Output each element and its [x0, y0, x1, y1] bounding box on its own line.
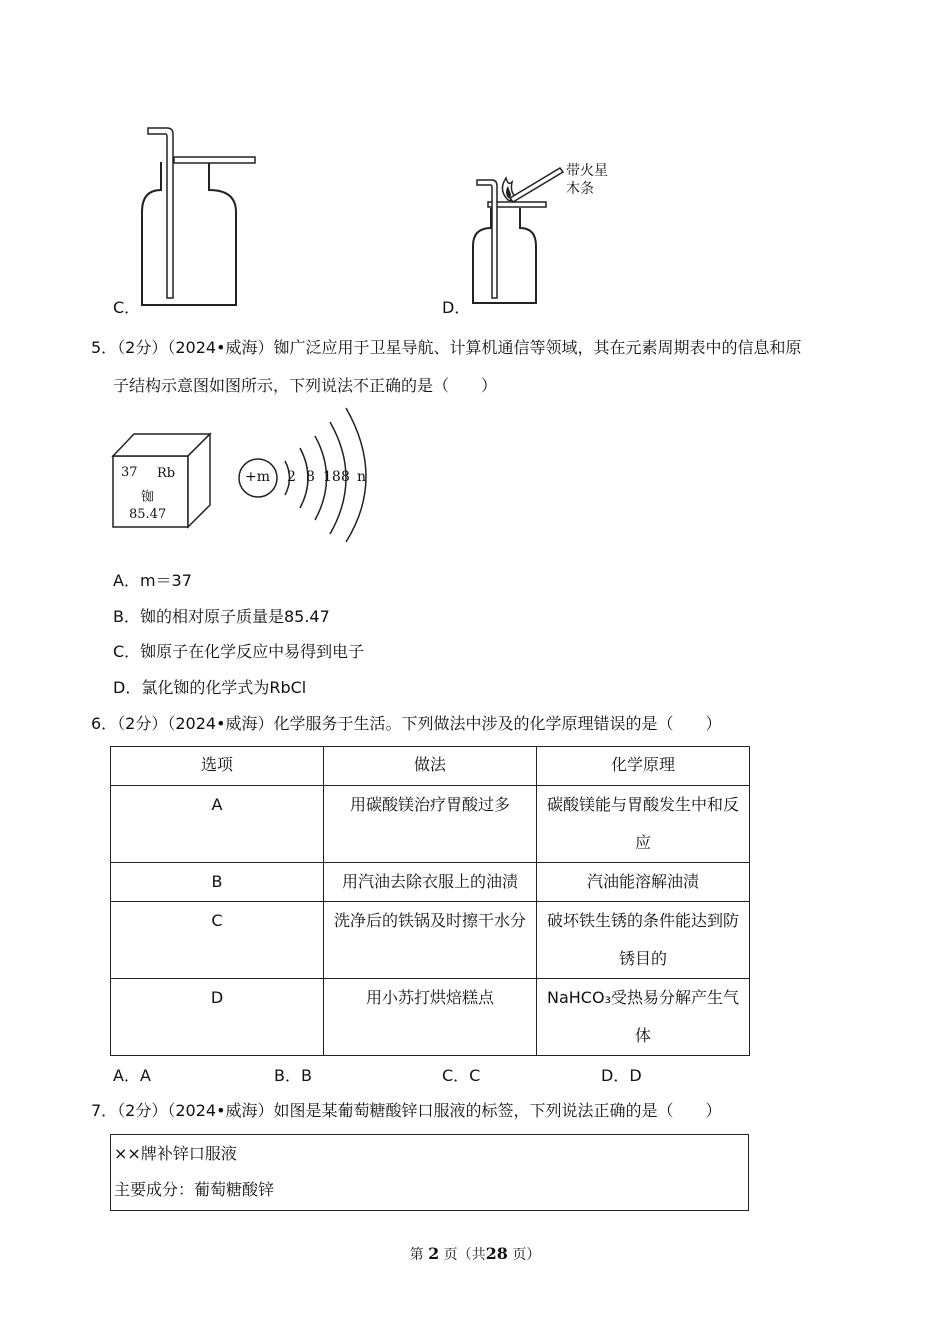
table-header-row — [111, 747, 750, 786]
header-option: 选项 — [111, 747, 324, 786]
row-option: B — [111, 863, 324, 902]
element-name: 铷 — [141, 490, 155, 505]
splint-caption-line2: 木条 — [566, 181, 594, 197]
footer-page-number: 2 — [428, 1244, 440, 1263]
row-principle — [537, 979, 750, 1056]
principle-line1: NaHCO₃受热易分解产生气 — [547, 988, 739, 1007]
q5-stem-line2: 子结构示意图如图所示，下列说法不正确的是（ ） — [113, 376, 498, 395]
nucleus-charge: +m — [245, 469, 271, 485]
splint-caption-line1: 带火星 — [566, 163, 608, 179]
option-c-label[interactable]: C． — [113, 298, 141, 317]
table-row — [111, 863, 750, 902]
element-atomic-mass: 85.47 — [129, 507, 167, 522]
row-method: 洗净后的铁锅及时擦干水分 — [324, 902, 537, 979]
element-symbol: Rb — [157, 466, 176, 481]
page-footer — [0, 1244, 950, 1264]
q6-table — [110, 746, 750, 1056]
row-option: A — [111, 786, 324, 863]
q6-answer-a[interactable]: A．A — [113, 1066, 151, 1085]
row-method: 用小苏打烘焙糕点 — [324, 979, 537, 1056]
q5-option-a[interactable]: A．m＝37 — [113, 571, 192, 590]
row-principle — [537, 902, 750, 979]
row-method: 用汽油去除衣服上的油渍 — [324, 863, 537, 902]
table-row — [111, 979, 750, 1056]
q5-stem-line1: 5．（2分）（2024•威海）铷广泛应用于卫星导航、计算机通信等领域，其在元素周期表中的信息和原 — [91, 338, 802, 357]
q5-option-b[interactable]: B．铷的相对原子质量是85.47 — [113, 607, 330, 626]
shell-5-electrons: n — [357, 469, 367, 485]
q6-answer-b[interactable]: B．B — [274, 1066, 312, 1085]
principle-line1: 碳酸镁能与胃酸发生中和反 — [546, 795, 739, 814]
footer-total-pages: 28 — [485, 1244, 508, 1263]
principle-line1: 破坏铁生锈的条件能达到防 — [546, 911, 739, 930]
option-c-gas-bottle-figure — [130, 120, 270, 310]
label-main-ingredient: 主要成分：葡萄糖酸锌 — [114, 1180, 275, 1199]
row-principle — [537, 863, 750, 902]
table-row — [111, 786, 750, 863]
q5-option-c[interactable]: C．铷原子在化学反应中易得到电子 — [113, 642, 365, 661]
q6-answer-d[interactable]: D．D — [601, 1066, 642, 1085]
option-d-label[interactable]: D． — [442, 298, 471, 317]
table-row — [111, 902, 750, 979]
principle-line1: 汽油能溶解油渍 — [586, 872, 699, 891]
header-method: 做法 — [324, 747, 537, 786]
element-atomic-number: 37 — [121, 465, 138, 480]
q7-stem: 7．（2分）（2024•威海）如图是某葡萄糖酸锌口服液的标签，下列说法正确的是（ ） — [91, 1101, 722, 1120]
option-d-gas-bottle-with-splint-figure — [468, 158, 648, 308]
q5-option-d[interactable]: D．氯化铷的化学式为RbCl — [113, 678, 307, 697]
header-principle: 化学原理 — [537, 747, 750, 786]
zinc-label-box — [110, 1134, 749, 1211]
footer-middle: 页（共 — [443, 1247, 486, 1263]
principle-line2: 锈目的 — [618, 949, 667, 968]
shell-4-electrons: 8 — [341, 469, 350, 485]
principle-line2: 应 — [634, 833, 651, 852]
shell-1-electrons: 2 — [287, 469, 296, 485]
footer-suffix: 页） — [512, 1247, 541, 1263]
row-option: C — [111, 902, 324, 979]
q6-answer-c[interactable]: C．C — [442, 1066, 481, 1085]
row-method: 用碳酸镁治疗胃酸过多 — [324, 786, 537, 863]
q6-stem: 6．（2分）（2024•威海）化学服务于生活。下列做法中涉及的化学原理错误的是（ ） — [91, 714, 722, 733]
principle-line2: 体 — [634, 1026, 651, 1045]
row-option: D — [111, 979, 324, 1056]
row-principle — [537, 786, 750, 863]
footer-prefix: 第 — [409, 1247, 424, 1263]
label-product-name: ××牌补锌口服液 — [114, 1144, 237, 1163]
shell-2-electrons: 8 — [306, 469, 315, 485]
shell-3-electrons: 18 — [323, 469, 341, 485]
